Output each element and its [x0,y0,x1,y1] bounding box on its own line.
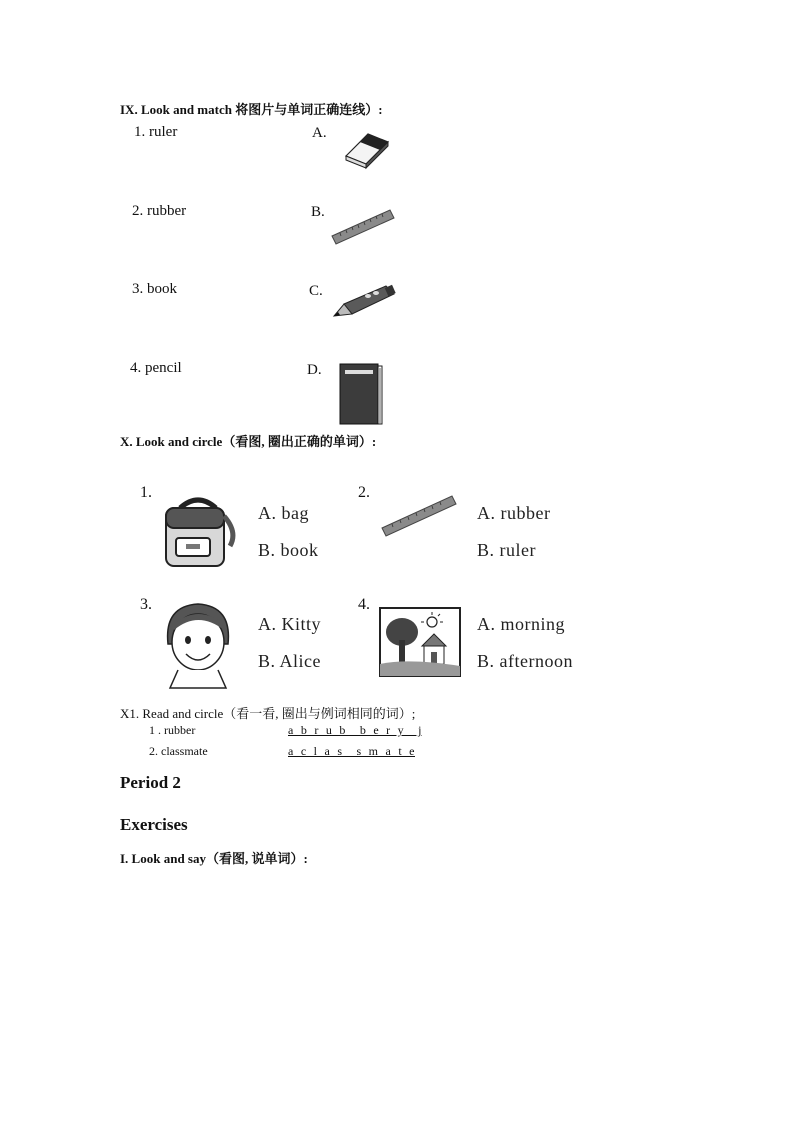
circle-item-2-number: 2. [358,484,370,501]
read-circle-word-2: 2. classmate [149,744,208,758]
period-title: Period 2 [120,773,181,792]
ruler-image-2 [378,492,458,542]
section-xi-heading: X1. Read and circle（看一看, 圈出与例词相同的词）; [120,706,416,721]
match-word-rubber: 2. rubber [132,203,187,219]
eraser-image [342,126,392,170]
circle-item-3-number: 3. [140,596,152,613]
read-circle-letters-2[interactable]: a c l a s s m a t e [288,744,415,758]
circle-item-1-number: 1. [140,484,152,501]
circle-item-4-option-b[interactable]: B. afternoon [477,651,573,671]
circle-item-3-option-b[interactable]: B. Alice [258,651,321,671]
girl-image [160,600,236,692]
circle-item-2-option-b[interactable]: B. ruler [477,540,536,560]
circle-item-4-option-a[interactable]: A. morning [477,614,565,634]
circle-item-1-option-a[interactable]: A. bag [258,503,309,523]
book-image [336,362,386,428]
section-x-heading: X. Look and circle（看图, 圈出正确的单词）: [120,434,377,449]
section-ix-heading: IX. Look and match 将图片与单词正确连线）: [120,102,383,117]
afternoon-scene-image [378,606,462,678]
match-word-ruler: 1. ruler [134,124,178,140]
match-letter-b: B. [311,204,325,220]
match-word-book: 3. book [132,281,177,297]
bag-image [160,494,240,568]
match-letter-a: A. [312,125,327,141]
section-i-heading: I. Look and say（看图, 说单词）: [120,851,308,866]
circle-item-1-option-b[interactable]: B. book [258,540,319,560]
circle-item-2-option-a[interactable]: A. rubber [477,503,551,523]
read-circle-word-1: 1 . rubber [149,723,196,737]
match-letter-d: D. [307,362,322,378]
ruler-image [330,206,396,248]
circle-item-3-option-a[interactable]: A. Kitty [258,614,322,634]
match-word-pencil: 4. pencil [130,360,182,376]
read-circle-letters-1[interactable]: a b r u b b e r y j [288,723,422,737]
exercises-title: Exercises [120,815,188,834]
circle-item-4-number: 4. [358,596,370,613]
match-letter-c: C. [309,283,323,299]
pencil-image [330,282,398,322]
